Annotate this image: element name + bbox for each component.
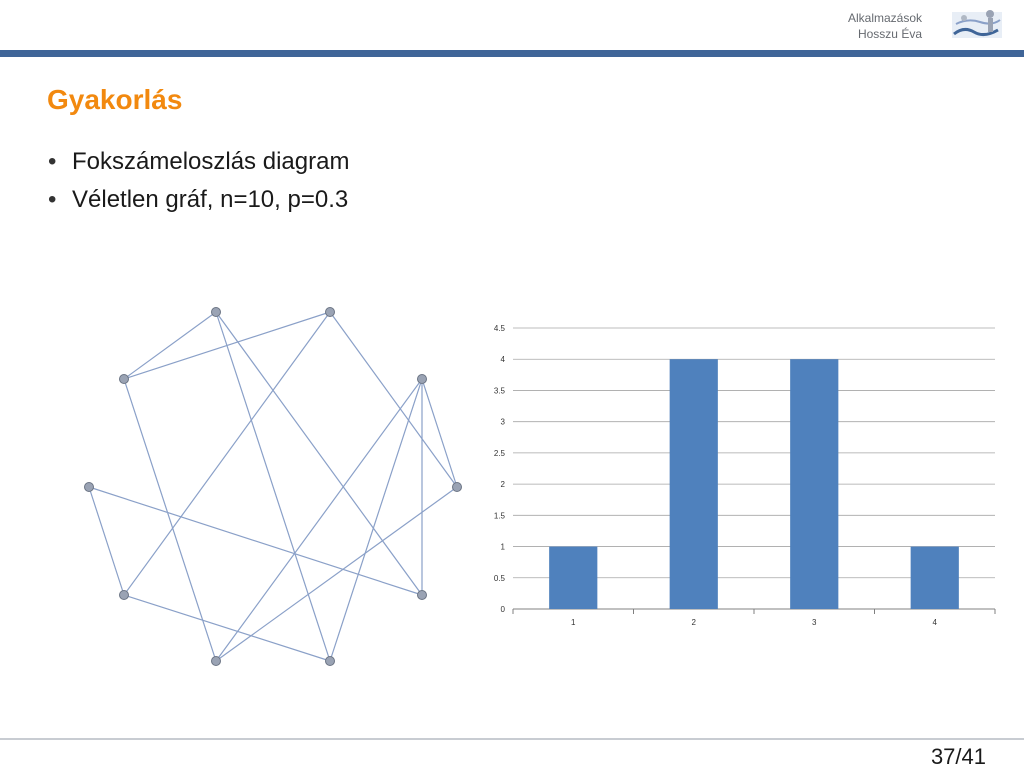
graph-edge <box>124 312 330 379</box>
graph-node <box>85 483 94 492</box>
y-tick-label: 2.5 <box>493 448 505 458</box>
bar <box>790 359 838 609</box>
header-credit <box>848 10 922 42</box>
graph-edge <box>330 379 422 661</box>
footer-divider <box>0 738 1024 740</box>
degree-distribution-chart <box>480 300 1024 640</box>
y-tick-label: 0.5 <box>493 573 505 583</box>
graph-edge <box>216 487 457 661</box>
header-course: Alkalmazások <box>847 11 922 25</box>
graph-edge <box>124 312 330 595</box>
y-tick-label: 3.5 <box>493 386 505 396</box>
graph-node <box>326 657 335 666</box>
header-bar <box>0 50 1024 57</box>
graph-node <box>326 308 335 317</box>
y-tick-label: 4.5 <box>493 324 505 333</box>
graph-node <box>418 591 427 600</box>
graph-edge <box>124 379 216 661</box>
bullet-list <box>44 148 349 224</box>
bullet-item: • Véletlen gráf, n=10, p=0.3 <box>44 186 349 214</box>
graph-edge <box>216 312 422 595</box>
graph-node <box>120 591 129 600</box>
slide-title: Gyakorlás <box>47 84 183 115</box>
bar <box>670 359 718 609</box>
y-tick-label: 1 <box>500 542 505 552</box>
header-author: Hosszu Éva <box>857 27 922 41</box>
graph-node <box>453 483 462 492</box>
y-tick-label: 1.5 <box>493 511 505 521</box>
y-tick-label: 4 <box>500 355 505 365</box>
x-tick-label: 3 <box>812 618 817 627</box>
bullet-item: • Fokszámeloszlás diagram <box>44 148 349 176</box>
random-graph <box>0 290 480 690</box>
graph-node <box>418 375 427 384</box>
graph-edge <box>124 595 330 661</box>
graph-edge <box>216 312 330 661</box>
y-tick-label: 0 <box>500 605 505 614</box>
graph-edge <box>422 379 457 487</box>
logo-icon <box>950 4 1004 46</box>
graph-node <box>212 657 221 666</box>
x-tick-label: 1 <box>571 618 576 627</box>
graph-edge <box>89 487 124 595</box>
bar <box>549 547 597 609</box>
graph-edge <box>216 379 422 661</box>
x-tick-label: 2 <box>691 618 696 627</box>
graph-edge <box>330 312 457 487</box>
graph-edge <box>124 312 216 379</box>
graph-node <box>120 375 129 384</box>
graph-node <box>212 308 221 317</box>
page-number: 37/41 <box>930 744 986 769</box>
x-tick-label: 4 <box>932 618 937 627</box>
graph-edge <box>89 487 422 595</box>
y-tick-label: 2 <box>500 480 505 490</box>
y-tick-label: 3 <box>500 417 505 427</box>
bar <box>911 547 959 609</box>
